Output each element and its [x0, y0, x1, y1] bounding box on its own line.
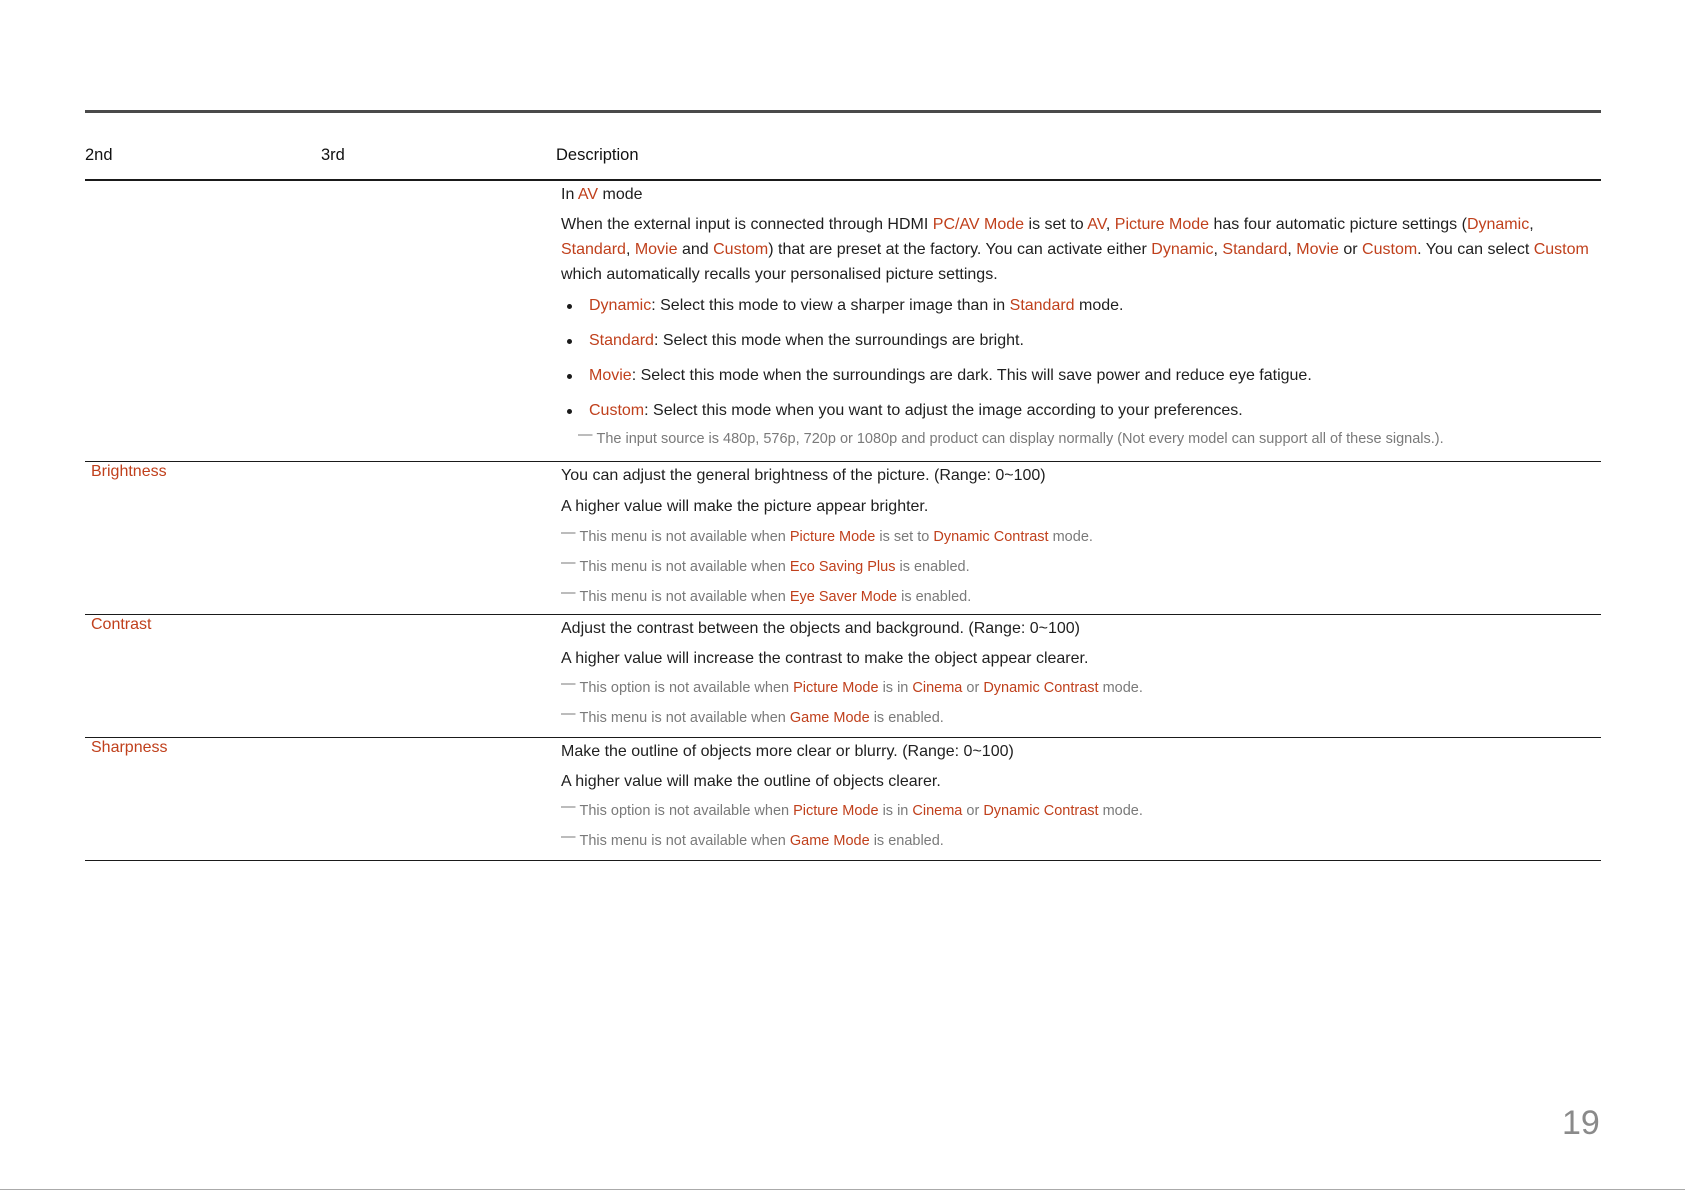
menu-term: Picture Mode	[789, 529, 876, 545]
header-3rd: 3rd	[321, 146, 345, 164]
sharpness-note: — This menu is not available when Game Mode is enabled.	[561, 829, 1601, 854]
menu-term: Standard	[1222, 241, 1288, 258]
av-note: — The input source is 480p, 576p, 720p or 1080p and product can display normally (Not every model can support all of these signals.).	[561, 427, 1601, 452]
menu-term: Dynamic Contrast	[933, 529, 1049, 545]
brightness-line: A higher value will make the picture appear brighter.	[561, 498, 929, 515]
menu-term: Picture Mode	[793, 680, 879, 696]
note-dash-icon: —	[561, 799, 576, 815]
menu-term: Movie	[589, 367, 632, 384]
menu-term: Custom	[1362, 241, 1418, 258]
contrast-description	[561, 616, 1601, 731]
menu-term: Picture Mode	[793, 803, 879, 819]
menu-term: AV	[577, 186, 599, 203]
bullet-standard: Standard: Select this mode when the surroundings are bright.	[561, 328, 1601, 353]
menu-term: Custom	[589, 402, 645, 419]
note-dash-icon: —	[578, 427, 593, 443]
menu-term: Custom	[713, 241, 769, 258]
brightness-note: — This menu is not available when Eye Saver Mode is enabled.	[561, 585, 1601, 610]
brightness-line: You can adjust the general brightness of the picture. (Range: 0~100)	[561, 467, 1046, 484]
note-dash-icon: —	[561, 829, 576, 845]
menu-term: Dynamic	[1466, 216, 1530, 233]
menu-term: Dynamic Contrast	[983, 803, 1099, 819]
av-mode-description	[561, 182, 1601, 452]
menu-term: Dynamic	[589, 297, 652, 314]
sharpness-description	[561, 739, 1601, 854]
contrast-note: — This menu is not available when Game Mode is enabled.	[561, 706, 1601, 731]
menu-term: Cinema	[912, 680, 963, 696]
top-rule	[85, 110, 1601, 113]
av-bullet-list	[561, 293, 1601, 423]
page-bottom-edge	[0, 1189, 1685, 1190]
menu-term: Eco Saving Plus	[789, 559, 896, 575]
menu-term: Movie	[634, 241, 678, 258]
header-description: Description	[556, 146, 639, 164]
menu-term: Eye Saver Mode	[789, 589, 898, 605]
menu-term: PC/AV Mode	[932, 216, 1025, 233]
menu-term: Picture Mode	[1114, 216, 1210, 233]
sharpness-label: Sharpness	[91, 739, 168, 756]
contrast-line: A higher value will increase the contrast to make the object appear clearer.	[561, 650, 1089, 667]
menu-term: Custom	[1533, 241, 1589, 258]
menu-term: Game Mode	[789, 710, 870, 726]
row-divider	[85, 737, 1601, 738]
brightness-description	[561, 463, 1601, 610]
table-bottom-rule	[85, 860, 1601, 861]
av-paragraph: When the external input is connected through HDMI PC/AV Mode is set to AV, Picture Mode has four automatic picture settings (Dynamic, Standard, Movie and Custom) that are preset at the factory. You can activate either Dynamic, Standard, Movie or Custom. You can select Custom which automatically recalls your personalised picture settings.	[561, 216, 1589, 283]
header-rule	[85, 179, 1601, 181]
menu-term: Dynamic	[1151, 241, 1214, 258]
page-number: 19	[1562, 1104, 1600, 1142]
menu-term: Standard	[1009, 297, 1075, 314]
header-2nd: 2nd	[85, 146, 113, 164]
row-divider	[85, 614, 1601, 615]
sharpness-note: — This option is not available when Picture Mode is in Cinema or Dynamic Contrast mode.	[561, 799, 1601, 824]
menu-term: Cinema	[912, 803, 963, 819]
row-divider	[85, 461, 1601, 462]
bullet-movie: Movie: Select this mode when the surroundings are dark. This will save power and reduce eye fatigue.	[561, 363, 1601, 388]
menu-term: Movie	[1296, 241, 1339, 258]
note-dash-icon: —	[561, 676, 576, 692]
menu-term: AV	[1087, 216, 1106, 233]
menu-term: Standard	[561, 241, 626, 258]
note-dash-icon: —	[561, 706, 576, 722]
note-dash-icon: —	[561, 585, 576, 601]
menu-term: Dynamic Contrast	[983, 680, 1099, 696]
brightness-label: Brightness	[91, 463, 167, 480]
contrast-line: Adjust the contrast between the objects and background. (Range: 0~100)	[561, 620, 1081, 637]
brightness-note: — This menu is not available when Eco Saving Plus is enabled.	[561, 555, 1601, 580]
sharpness-line: Make the outline of objects more clear or blurry. (Range: 0~100)	[561, 743, 1014, 760]
menu-term: Standard	[589, 332, 654, 349]
note-dash-icon: —	[561, 525, 576, 541]
sharpness-line: A higher value will make the outline of objects clearer.	[561, 773, 941, 790]
bullet-custom: Custom: Select this mode when you want to adjust the image according to your preferences.	[561, 398, 1601, 423]
brightness-note: — This menu is not available when Picture Mode is set to Dynamic Contrast mode.	[561, 525, 1601, 550]
av-intro: In AV mode	[561, 186, 643, 203]
note-dash-icon: —	[561, 555, 576, 571]
menu-term: Game Mode	[789, 833, 870, 849]
contrast-label: Contrast	[91, 616, 152, 633]
bullet-dynamic: Dynamic: Select this mode to view a sharper image than in Standard mode.	[561, 293, 1601, 318]
contrast-note: — This option is not available when Picture Mode is in Cinema or Dynamic Contrast mode.	[561, 676, 1601, 701]
